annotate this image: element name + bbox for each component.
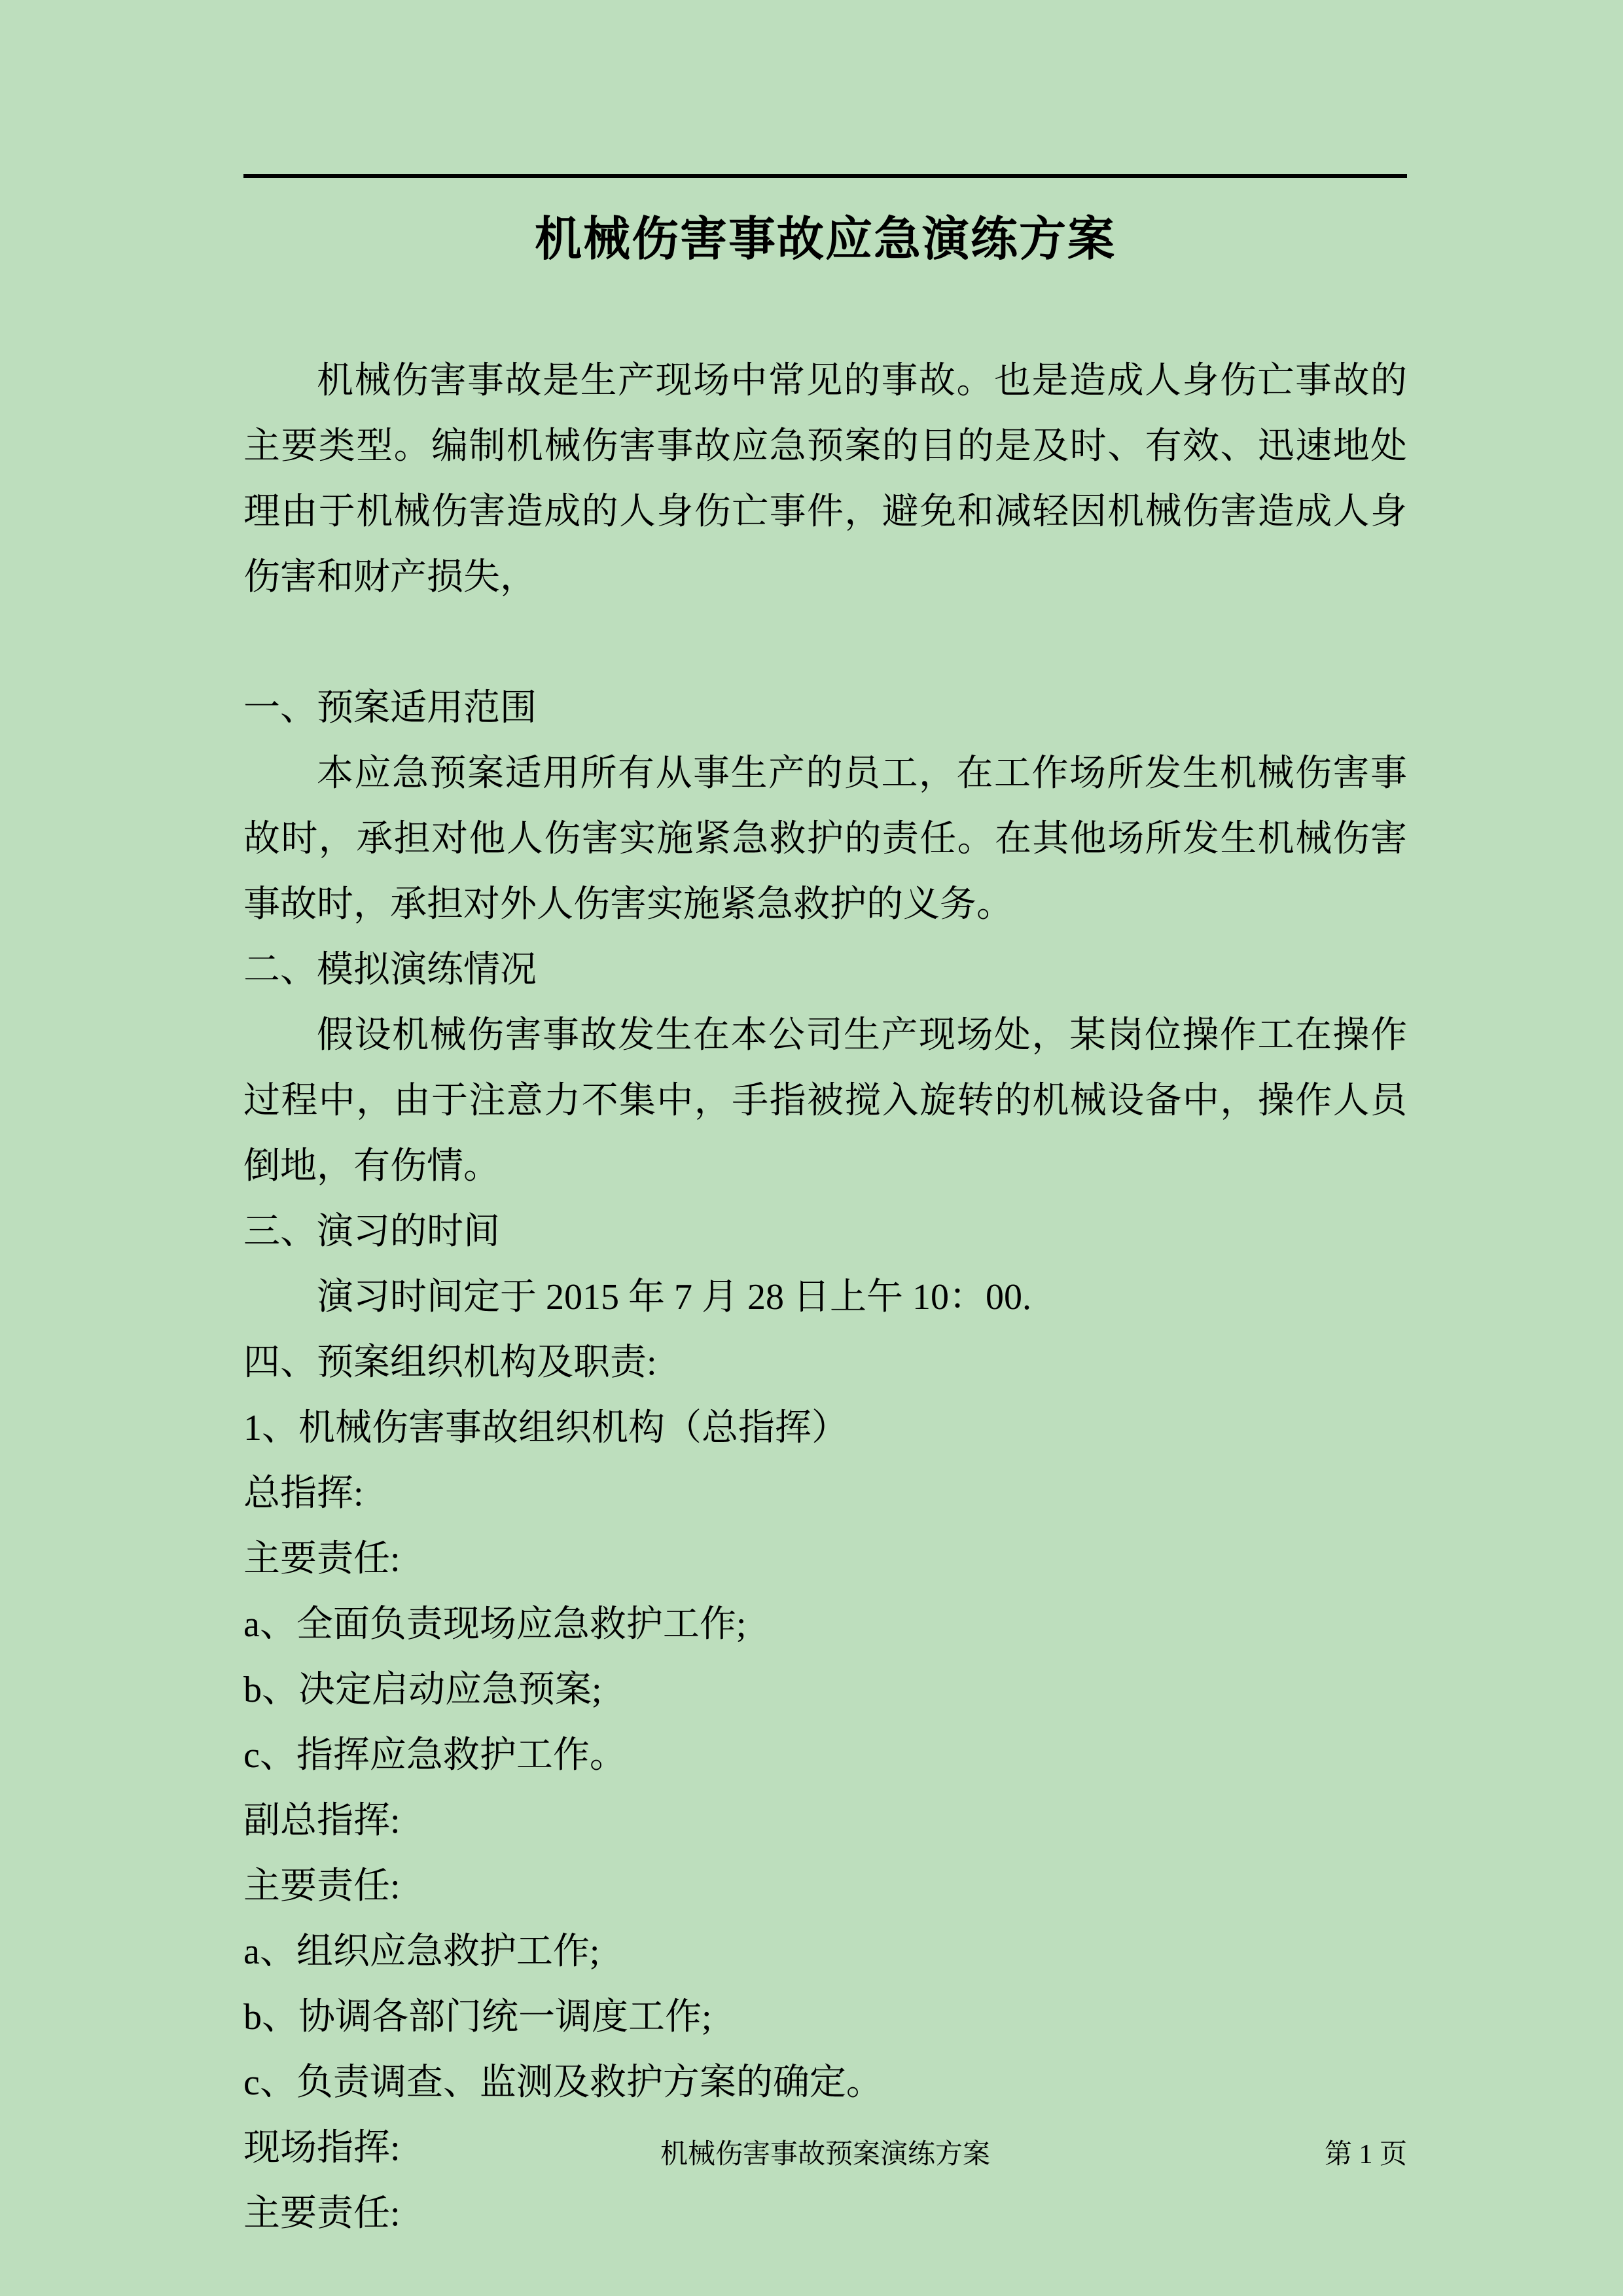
duty-item-b2: b、协调各部门统一调度工作; bbox=[243, 1997, 712, 2037]
document-title: 机械伤害事故应急演练方案 bbox=[534, 213, 1116, 266]
document-content-area bbox=[243, 0, 1407, 2246]
section-2-paragraph: 假设机械伤害事故发生在本公司生产现场处，某岗位操作工在操作过程中，由于注意力不集中，手指被搅入旋转的机械设备中，操作人员倒地，有伤情。 bbox=[243, 1015, 1407, 1187]
section-1-paragraph: 本应急预案适用所有从事生产的员工，在工作场所发生机械伤害事故时，承担对他人伤害实施紧急救护的责任。在其他场所发生机械伤害事故时，承担对外人伤害实施紧急救护的义务。 bbox=[243, 753, 1407, 925]
duty-item-b1: b、决定启动应急预案; bbox=[243, 1670, 602, 1710]
intro-paragraph: 机械伤害事故是生产现场中常见的事故。也是造成人身伤亡事故的主要类型。编制机械伤害事故应急预案的目的是及时、有效、迅速地处理由于机械伤害造成的人身伤亡事件，避免和减轻因机械伤害造成人身伤害和财产损失， bbox=[243, 361, 1407, 598]
org-structure-item: 1、机械伤害事故组织机构（总指挥） bbox=[243, 1408, 848, 1448]
duty-item-c2: c、负责调查、监测及救护方案的确定。 bbox=[243, 2062, 883, 2103]
duty-item-a2: a、组织应急救护工作; bbox=[243, 1931, 600, 1972]
duty-item-c1: c、指挥应急救护工作。 bbox=[243, 1735, 626, 1776]
section-heading-2: 二、模拟演练情况 bbox=[243, 950, 537, 990]
section-heading-1: 一、预案适用范围 bbox=[243, 688, 537, 728]
main-duty-label-2: 主要责任: bbox=[243, 1866, 401, 1907]
section-heading-3: 三、演习的时间 bbox=[243, 1211, 500, 1252]
duty-item-a1: a、全面负责现场应急救护工作; bbox=[243, 1604, 747, 1645]
chief-commander-label: 总指挥: bbox=[243, 1473, 364, 1514]
main-duty-label-3: 主要责任: bbox=[243, 2193, 401, 2234]
page-footer bbox=[243, 2138, 1407, 2172]
section-3-paragraph: 演习时间定于 2015 年 7 月 28 日上午 10：00. bbox=[317, 1277, 1031, 1318]
footer-page-number: 第 1 页 bbox=[1324, 2140, 1407, 2170]
main-duty-label-1: 主要责任: bbox=[243, 1539, 401, 1579]
document-body bbox=[243, 348, 1407, 2246]
blank-line bbox=[243, 610, 1407, 675]
section-heading-4: 四、预案组织机构及职责: bbox=[243, 1342, 657, 1383]
site-commander-label: 现场指挥: bbox=[243, 2128, 401, 2168]
header-rule bbox=[243, 174, 1407, 178]
footer-document-title: 机械伤害事故预案演练方案 bbox=[660, 2140, 990, 2170]
deputy-commander-label: 副总指挥: bbox=[243, 1801, 401, 1841]
